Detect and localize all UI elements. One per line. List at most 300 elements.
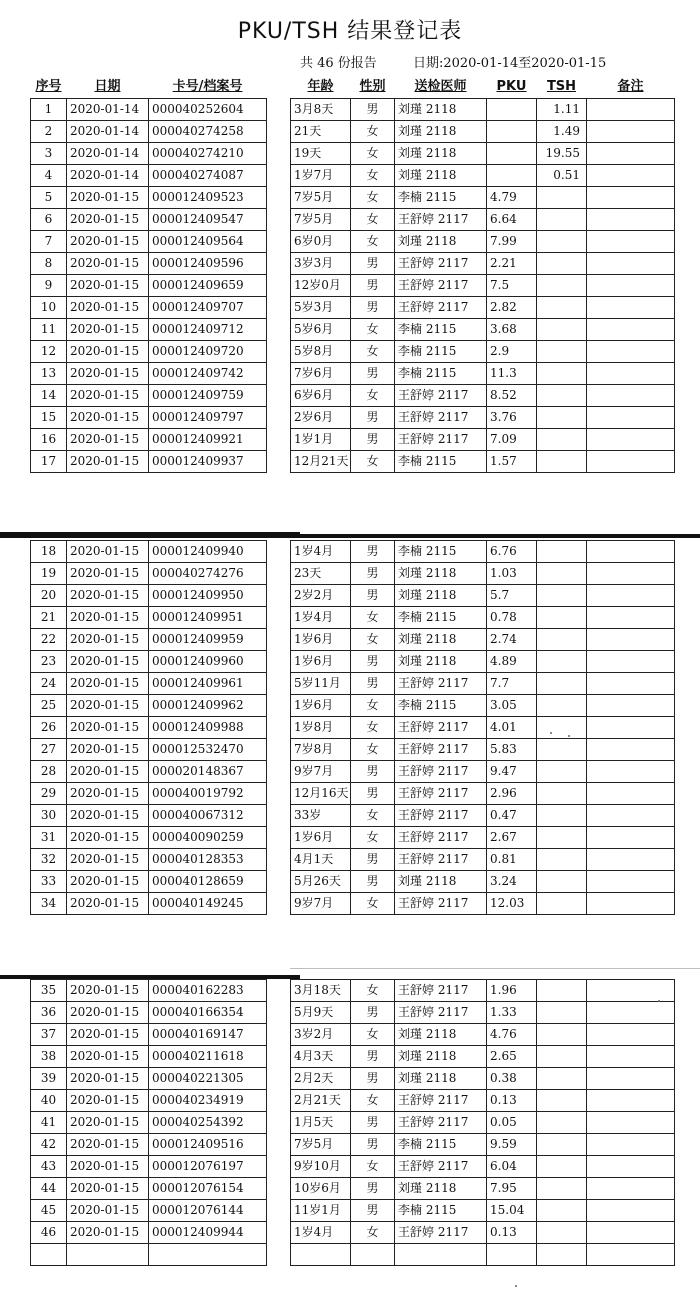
cell-sex: 女 xyxy=(351,1156,395,1178)
cell-doctor: 刘瑾 2118 xyxy=(395,1024,487,1046)
cell-age: 33岁 xyxy=(291,805,351,827)
table-row xyxy=(291,1024,675,1046)
cell-date: 2020-01-15 xyxy=(67,607,149,629)
table-row xyxy=(291,143,675,165)
table-row xyxy=(291,121,675,143)
cell-card: 000040019792 xyxy=(149,783,267,805)
cell-sex: 女 xyxy=(351,629,395,651)
cell-seq: 17 xyxy=(31,451,67,473)
table-row xyxy=(31,695,267,717)
cell-doctor: 王舒婷 2117 xyxy=(395,739,487,761)
cell-date: 2020-01-15 xyxy=(67,980,149,1002)
empty-row xyxy=(291,1244,675,1266)
table-row xyxy=(31,363,267,385)
table-row xyxy=(291,165,675,187)
cell-doctor: 王舒婷 2117 xyxy=(395,297,487,319)
cell-sex: 男 xyxy=(351,673,395,695)
cell-tsh xyxy=(537,717,587,739)
cell-card: 000012409960 xyxy=(149,651,267,673)
cell-doctor: 王舒婷 2117 xyxy=(395,761,487,783)
cell-note xyxy=(587,385,675,407)
cell-pku: 1.33 xyxy=(487,1002,537,1024)
cell-pku: 3.05 xyxy=(487,695,537,717)
table-row xyxy=(291,297,675,319)
cell-age: 5岁3月 xyxy=(291,297,351,319)
cell-seq: 7 xyxy=(31,231,67,253)
cell-pku: 7.99 xyxy=(487,231,537,253)
table-row xyxy=(291,805,675,827)
cell-note xyxy=(587,651,675,673)
cell-empty xyxy=(351,1244,395,1266)
cell-tsh xyxy=(537,980,587,1002)
cell-doctor: 王舒婷 2117 xyxy=(395,717,487,739)
cell-seq: 9 xyxy=(31,275,67,297)
table-row xyxy=(31,893,267,915)
cell-sex: 男 xyxy=(351,585,395,607)
cell-sex: 男 xyxy=(351,1112,395,1134)
cell-tsh xyxy=(537,297,587,319)
cell-seq: 20 xyxy=(31,585,67,607)
cell-tsh xyxy=(537,253,587,275)
cell-tsh xyxy=(537,607,587,629)
cell-seq: 11 xyxy=(31,319,67,341)
cell-card: 000040274276 xyxy=(149,563,267,585)
table-row xyxy=(291,827,675,849)
cell-seq: 38 xyxy=(31,1046,67,1068)
cell-seq: 6 xyxy=(31,209,67,231)
cell-seq: 12 xyxy=(31,341,67,363)
header-sex: 性别 xyxy=(351,74,395,99)
table-row xyxy=(291,629,675,651)
cell-age: 5岁6月 xyxy=(291,319,351,341)
cell-pku: 0.13 xyxy=(487,1222,537,1244)
cell-card: 000012409523 xyxy=(149,187,267,209)
cell-seq: 27 xyxy=(31,739,67,761)
cell-note xyxy=(587,165,675,187)
table-row xyxy=(31,275,267,297)
cell-sex: 男 xyxy=(351,429,395,451)
cell-card: 000012409950 xyxy=(149,585,267,607)
cell-doctor: 刘瑾 2118 xyxy=(395,143,487,165)
cell-sex: 男 xyxy=(351,849,395,871)
cell-pku: 1.96 xyxy=(487,980,537,1002)
cell-date: 2020-01-15 xyxy=(67,629,149,651)
table-row xyxy=(291,319,675,341)
cell-age: 1岁6月 xyxy=(291,651,351,673)
cell-age: 1岁6月 xyxy=(291,629,351,651)
cell-age: 1月5天 xyxy=(291,1112,351,1134)
cell-doctor: 刘瑾 2118 xyxy=(395,1068,487,1090)
cell-note xyxy=(587,827,675,849)
cell-sex: 男 xyxy=(351,1178,395,1200)
cell-age: 2月2天 xyxy=(291,1068,351,1090)
cell-sex: 男 xyxy=(351,651,395,673)
cell-age: 9岁7月 xyxy=(291,893,351,915)
cell-note xyxy=(587,695,675,717)
cell-age: 11岁1月 xyxy=(291,1200,351,1222)
cell-doctor: 李楠 2115 xyxy=(395,1134,487,1156)
cell-sex: 女 xyxy=(351,319,395,341)
cell-pku: 6.64 xyxy=(487,209,537,231)
cell-tsh xyxy=(537,385,587,407)
cell-empty xyxy=(31,1244,67,1266)
cell-date: 2020-01-15 xyxy=(67,231,149,253)
cell-note xyxy=(587,363,675,385)
table-row xyxy=(31,1002,267,1024)
cell-doctor: 李楠 2115 xyxy=(395,1200,487,1222)
cell-age: 7岁5月 xyxy=(291,1134,351,1156)
cell-note xyxy=(587,231,675,253)
cell-card: 000012409720 xyxy=(149,341,267,363)
cell-age: 1岁8月 xyxy=(291,717,351,739)
cell-date: 2020-01-15 xyxy=(67,429,149,451)
cell-card: 000012409707 xyxy=(149,297,267,319)
document-title: PKU/TSH 结果登记表 xyxy=(237,19,463,44)
cell-note xyxy=(587,1222,675,1244)
cell-seq: 41 xyxy=(31,1112,67,1134)
cell-tsh xyxy=(537,187,587,209)
cell-tsh xyxy=(537,849,587,871)
cell-tsh xyxy=(537,275,587,297)
cell-pku: 4.76 xyxy=(487,1024,537,1046)
cell-age: 6岁6月 xyxy=(291,385,351,407)
cell-card: 000040211618 xyxy=(149,1046,267,1068)
cell-date: 2020-01-15 xyxy=(67,563,149,585)
cell-sex: 男 xyxy=(351,99,395,121)
cell-seq: 10 xyxy=(31,297,67,319)
cell-seq: 43 xyxy=(31,1156,67,1178)
cell-tsh xyxy=(537,231,587,253)
cell-date: 2020-01-15 xyxy=(67,827,149,849)
cell-age: 12月21天 xyxy=(291,451,351,473)
cell-doctor: 王舒婷 2117 xyxy=(395,805,487,827)
cell-note xyxy=(587,673,675,695)
cell-sex: 女 xyxy=(351,827,395,849)
cell-doctor: 刘瑾 2118 xyxy=(395,651,487,673)
cell-date: 2020-01-15 xyxy=(67,1002,149,1024)
cell-tsh xyxy=(537,563,587,585)
cell-doctor: 王舒婷 2117 xyxy=(395,1090,487,1112)
table-row xyxy=(291,99,675,121)
cell-sex: 女 xyxy=(351,231,395,253)
cell-seq: 37 xyxy=(31,1024,67,1046)
cell-tsh xyxy=(537,651,587,673)
cell-sex: 男 xyxy=(351,297,395,319)
table-row xyxy=(31,1024,267,1046)
cell-sex: 男 xyxy=(351,783,395,805)
table-row xyxy=(291,695,675,717)
cell-pku: 4.01 xyxy=(487,717,537,739)
cell-seq: 36 xyxy=(31,1002,67,1024)
cell-note xyxy=(587,1068,675,1090)
table-row xyxy=(31,805,267,827)
table-row xyxy=(291,739,675,761)
cell-sex: 女 xyxy=(351,980,395,1002)
cell-pku: 0.38 xyxy=(487,1068,537,1090)
scan-edge-bar xyxy=(290,534,700,538)
cell-age: 3岁2月 xyxy=(291,1024,351,1046)
cell-tsh xyxy=(537,1200,587,1222)
cell-note xyxy=(587,253,675,275)
cell-doctor: 李楠 2115 xyxy=(395,187,487,209)
cell-sex: 男 xyxy=(351,363,395,385)
cell-tsh xyxy=(537,827,587,849)
table-row xyxy=(291,673,675,695)
cell-age: 5月26天 xyxy=(291,871,351,893)
cell-doctor: 王舒婷 2117 xyxy=(395,1156,487,1178)
cell-note xyxy=(587,1178,675,1200)
cell-doctor: 王舒婷 2117 xyxy=(395,849,487,871)
table-row xyxy=(291,275,675,297)
table-row xyxy=(31,187,267,209)
cell-pku: 2.9 xyxy=(487,341,537,363)
table-row xyxy=(31,1222,267,1244)
table-row xyxy=(31,827,267,849)
cell-tsh xyxy=(537,585,587,607)
table-row xyxy=(31,849,267,871)
cell-doctor: 刘瑾 2118 xyxy=(395,563,487,585)
cell-note xyxy=(587,297,675,319)
cell-pku: 9.47 xyxy=(487,761,537,783)
cell-sex: 女 xyxy=(351,805,395,827)
cell-age: 10岁6月 xyxy=(291,1178,351,1200)
cell-doctor: 刘瑾 2118 xyxy=(395,629,487,651)
cell-pku: 0.47 xyxy=(487,805,537,827)
cell-note xyxy=(587,871,675,893)
cell-sex: 女 xyxy=(351,1024,395,1046)
cell-age: 3月18天 xyxy=(291,980,351,1002)
table-row xyxy=(31,121,267,143)
cell-date: 2020-01-15 xyxy=(67,871,149,893)
scan-edge-bar xyxy=(0,532,300,538)
cell-date: 2020-01-15 xyxy=(67,319,149,341)
cell-date: 2020-01-15 xyxy=(67,253,149,275)
cell-note xyxy=(587,761,675,783)
table-row xyxy=(291,1090,675,1112)
cell-note xyxy=(587,187,675,209)
cell-date: 2020-01-15 xyxy=(67,1222,149,1244)
table-row xyxy=(291,1068,675,1090)
cell-tsh: 1.11 xyxy=(537,99,587,121)
cell-card: 000012409516 xyxy=(149,1134,267,1156)
cell-card: 000012076197 xyxy=(149,1156,267,1178)
cell-tsh xyxy=(537,429,587,451)
table-row xyxy=(31,783,267,805)
cell-doctor: 李楠 2115 xyxy=(395,607,487,629)
cell-card: 000012409951 xyxy=(149,607,267,629)
table-row xyxy=(291,407,675,429)
cell-card: 000012409596 xyxy=(149,253,267,275)
cell-seq: 34 xyxy=(31,893,67,915)
cell-age: 7岁6月 xyxy=(291,363,351,385)
cell-date: 2020-01-15 xyxy=(67,1178,149,1200)
cell-pku: 7.09 xyxy=(487,429,537,451)
cell-card: 000040252604 xyxy=(149,99,267,121)
cell-seq: 21 xyxy=(31,607,67,629)
cell-tsh xyxy=(537,407,587,429)
cell-pku: 4.79 xyxy=(487,187,537,209)
cell-tsh: 19.55 xyxy=(537,143,587,165)
cell-age: 4月3天 xyxy=(291,1046,351,1068)
cell-sex: 女 xyxy=(351,717,395,739)
cell-sex: 女 xyxy=(351,165,395,187)
table-row xyxy=(291,1200,675,1222)
cell-age: 9岁10月 xyxy=(291,1156,351,1178)
cell-note xyxy=(587,275,675,297)
cell-sex: 男 xyxy=(351,253,395,275)
cell-date: 2020-01-15 xyxy=(67,695,149,717)
cell-doctor: 王舒婷 2117 xyxy=(395,783,487,805)
cell-doctor: 李楠 2115 xyxy=(395,451,487,473)
left-table-page-1 xyxy=(30,74,267,473)
table-row xyxy=(291,187,675,209)
table-row xyxy=(291,980,675,1002)
cell-age: 12岁0月 xyxy=(291,275,351,297)
cell-sex: 女 xyxy=(351,187,395,209)
cell-date: 2020-01-14 xyxy=(67,121,149,143)
cell-doctor: 李楠 2115 xyxy=(395,695,487,717)
cell-note xyxy=(587,980,675,1002)
cell-pku: 4.89 xyxy=(487,651,537,673)
table-row xyxy=(31,99,267,121)
table-row xyxy=(291,385,675,407)
scan-speck xyxy=(568,735,570,737)
table-row xyxy=(31,231,267,253)
cell-note xyxy=(587,783,675,805)
cell-age: 12月16天 xyxy=(291,783,351,805)
table-row xyxy=(31,407,267,429)
table-row xyxy=(31,1200,267,1222)
cell-seq: 18 xyxy=(31,541,67,563)
cell-doctor: 李楠 2115 xyxy=(395,341,487,363)
cell-date: 2020-01-15 xyxy=(67,1046,149,1068)
cell-sex: 男 xyxy=(351,1134,395,1156)
cell-note xyxy=(587,739,675,761)
cell-seq: 40 xyxy=(31,1090,67,1112)
cell-seq: 28 xyxy=(31,761,67,783)
cell-seq: 3 xyxy=(31,143,67,165)
cell-card: 000040234919 xyxy=(149,1090,267,1112)
table-row xyxy=(291,651,675,673)
table-row xyxy=(31,209,267,231)
cell-note xyxy=(587,1156,675,1178)
cell-note xyxy=(587,1002,675,1024)
left-table-page-3 xyxy=(30,979,267,1266)
cell-seq: 24 xyxy=(31,673,67,695)
cell-seq: 5 xyxy=(31,187,67,209)
cell-age: 2月21天 xyxy=(291,1090,351,1112)
cell-sex: 女 xyxy=(351,1090,395,1112)
cell-seq: 16 xyxy=(31,429,67,451)
cell-age: 1岁6月 xyxy=(291,827,351,849)
report-summary xyxy=(300,52,606,71)
cell-pku xyxy=(487,165,537,187)
cell-tsh xyxy=(537,1222,587,1244)
cell-date: 2020-01-15 xyxy=(67,1068,149,1090)
cell-tsh xyxy=(537,805,587,827)
cell-pku: 0.13 xyxy=(487,1090,537,1112)
cell-date: 2020-01-15 xyxy=(67,385,149,407)
cell-age: 1岁6月 xyxy=(291,695,351,717)
cell-date: 2020-01-15 xyxy=(67,541,149,563)
cell-date: 2020-01-15 xyxy=(67,297,149,319)
cell-sex: 男 xyxy=(351,275,395,297)
table-row xyxy=(291,1002,675,1024)
cell-pku: 11.3 xyxy=(487,363,537,385)
table-row xyxy=(291,1046,675,1068)
cell-date: 2020-01-14 xyxy=(67,165,149,187)
cell-tsh xyxy=(537,893,587,915)
cell-note xyxy=(587,143,675,165)
scan-speck xyxy=(658,1000,660,1002)
cell-sex: 女 xyxy=(351,143,395,165)
cell-date: 2020-01-15 xyxy=(67,209,149,231)
table-row xyxy=(31,143,267,165)
cell-age: 5月9天 xyxy=(291,1002,351,1024)
cell-age: 5岁8月 xyxy=(291,341,351,363)
cell-note xyxy=(587,407,675,429)
cell-doctor: 王舒婷 2117 xyxy=(395,209,487,231)
table-row xyxy=(31,1134,267,1156)
table-row xyxy=(31,319,267,341)
table-row xyxy=(291,1156,675,1178)
cell-seq: 14 xyxy=(31,385,67,407)
cell-sex: 女 xyxy=(351,121,395,143)
table-row xyxy=(31,1068,267,1090)
cell-sex: 男 xyxy=(351,871,395,893)
left-table-page-2 xyxy=(30,540,267,915)
cell-card: 000040274087 xyxy=(149,165,267,187)
date-range: 日期:2020-01-14至2020-01-15 xyxy=(412,56,607,71)
cell-age: 1岁1月 xyxy=(291,429,351,451)
cell-date: 2020-01-14 xyxy=(67,143,149,165)
cell-seq: 45 xyxy=(31,1200,67,1222)
cell-age: 4月1天 xyxy=(291,849,351,871)
cell-doctor: 王舒婷 2117 xyxy=(395,385,487,407)
cell-date: 2020-01-15 xyxy=(67,341,149,363)
cell-pku: 5.7 xyxy=(487,585,537,607)
cell-seq: 25 xyxy=(31,695,67,717)
cell-note xyxy=(587,1024,675,1046)
cell-empty xyxy=(395,1244,487,1266)
right-table-page-2 xyxy=(290,540,675,915)
cell-pku: 3.24 xyxy=(487,871,537,893)
cell-age: 3岁3月 xyxy=(291,253,351,275)
cell-pku: 2.67 xyxy=(487,827,537,849)
cell-pku xyxy=(487,99,537,121)
table-row xyxy=(31,585,267,607)
table-row xyxy=(291,563,675,585)
cell-doctor: 刘瑾 2118 xyxy=(395,1046,487,1068)
cell-empty xyxy=(537,1244,587,1266)
cell-note xyxy=(587,893,675,915)
cell-date: 2020-01-15 xyxy=(67,1200,149,1222)
cell-card: 000012076144 xyxy=(149,1200,267,1222)
table-row xyxy=(291,607,675,629)
cell-card: 000012076154 xyxy=(149,1178,267,1200)
cell-tsh xyxy=(537,541,587,563)
table-row xyxy=(31,717,267,739)
cell-card: 000012409959 xyxy=(149,629,267,651)
cell-tsh xyxy=(537,629,587,651)
cell-pku: 0.81 xyxy=(487,849,537,871)
cell-seq: 30 xyxy=(31,805,67,827)
cell-age: 19天 xyxy=(291,143,351,165)
cell-date: 2020-01-15 xyxy=(67,1134,149,1156)
header-age: 年龄 xyxy=(291,74,351,99)
header-seq: 序号 xyxy=(31,74,67,99)
cell-note xyxy=(587,429,675,451)
